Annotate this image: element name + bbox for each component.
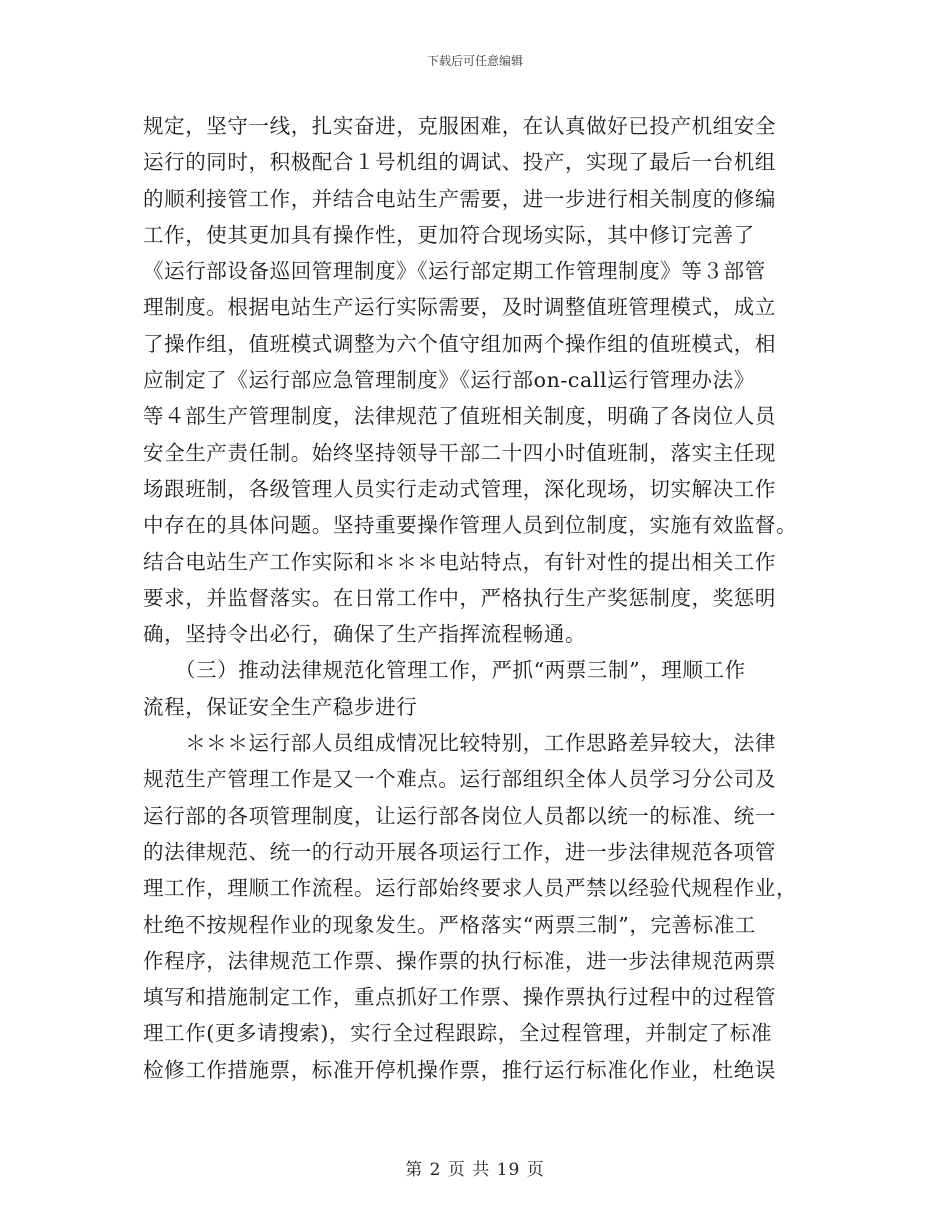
text-line: （三）推动法律规范化管理工作，严抓“两票三制”，理顺工作	[143, 658, 746, 683]
text-line: 安全生产责任制。始终坚持领导干部二十四小时值班制，落实主任现	[143, 440, 776, 465]
text-line: 检修工作措施票，标准开停机操作票，推行运行标准化作业，杜绝误	[143, 1057, 776, 1082]
text-line: 应制定了《运行部应急管理制度》《运行部on-call运行管理办法》	[143, 368, 755, 393]
text-line: 作程序，法律规范工作票、操作票的执行标准，进一步法律规范两票	[143, 948, 776, 973]
text-line: 杜绝不按规程作业的现象发生。严格落实“两票三制”，完善标准工	[143, 912, 756, 937]
text-line: 规定，坚守一线，扎实奋进，克服困难，在认真做好已投产机组安全	[143, 114, 776, 138]
text-line: 填写和措施制定工作，重点抓好工作票、操作票执行过程中的过程管	[143, 985, 776, 1010]
text-line: 运行部的各项管理制度，让运行部各岗位人员都以统一的标准、统一	[143, 803, 776, 828]
text-line: 工作，使其更加具有操作性，更加符合现场实际，其中修订完善了	[143, 222, 755, 247]
text-line: 中存在的具体问题。坚持重要操作管理人员到位制度，实施有效监督。	[143, 513, 798, 538]
text-line: 运行的同时，积极配合１号机组的调试、投产，实现了最后一台机组	[143, 150, 776, 175]
text-line: 了操作组，值班模式调整为六个值守组加两个操作组的值班模式，相	[143, 331, 776, 356]
text-line: ＊＊＊运行部人员组成情况比较特别，工作思路差异较大，法律	[143, 731, 776, 756]
document-body	[143, 108, 808, 1088]
text-line: 场跟班制，各级管理人员实行走动式管理，深化现场，切实解决工作	[143, 476, 776, 501]
text-line: 规范生产管理工作是又一个难点。运行部组织全体人员学习分公司及	[143, 767, 776, 792]
text-line: 结合电站生产工作实际和＊＊＊电站特点，有针对性的提出相关工作	[143, 549, 776, 574]
text-line: 确，坚持令出必行，确保了生产指挥流程畅通。	[143, 622, 587, 647]
text-line: 等４部生产管理制度，法律规范了值班相关制度，明确了各岗位人员	[143, 404, 776, 429]
text-line: 要求，并监督落实。在日常工作中，严格执行生产奖惩制度，奖惩明	[143, 585, 776, 610]
text-line: 理制度。根据电站生产运行实际需要，及时调整值班管理模式，成立	[143, 295, 776, 320]
text-line: 流程，保证安全生产稳步进行	[143, 694, 418, 719]
page-footer-number: 第 2 页 共 19 页	[405, 1160, 545, 1180]
text-line: 的法律规范、统一的行动开展各项运行工作，进一步法律规范各项管	[143, 839, 776, 864]
text-line: 理工作(更多请搜索)，实行全过程跟踪，全过程管理，并制定了标准	[143, 1021, 773, 1046]
text-line: 的顺利接管工作，并结合电站生产需要，进一步进行相关制度的修编	[143, 186, 776, 211]
text-line: 理工作，理顺工作流程。运行部始终要求人员严禁以经验代规程作业，	[143, 876, 798, 901]
page-header-note: 下载后可任意编辑	[426, 54, 523, 68]
text-line: 《运行部设备巡回管理制度》《运行部定期工作管理制度》等３部管	[143, 259, 766, 284]
